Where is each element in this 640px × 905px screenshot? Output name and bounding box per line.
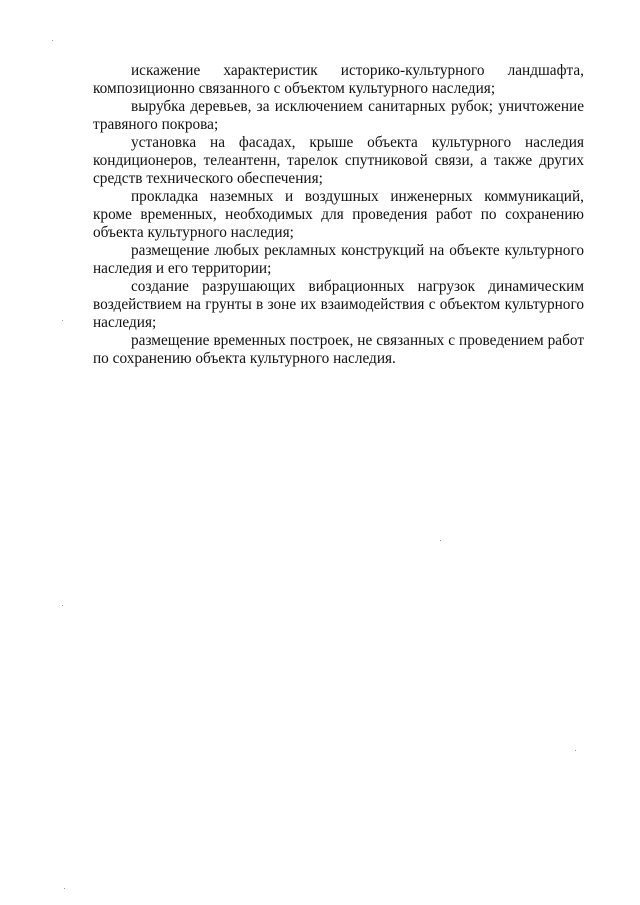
- paragraph: [93, 134, 584, 188]
- scan-speck: [440, 540, 441, 541]
- text-line: наследия и его территории;: [93, 260, 272, 277]
- scan-speck: [52, 40, 53, 41]
- text-line: создание разрушающих вибрационных нагрузок динамическим: [131, 278, 584, 295]
- text-line: вырубка деревьев, за исключением санитарных рубок; уничтожение: [131, 98, 584, 115]
- text-line: по сохранению объекта культурного наследия.: [93, 350, 396, 367]
- text-line: установка на фасадах, крыше объекта культурного наследия: [131, 134, 584, 151]
- paragraph: [93, 188, 584, 242]
- text-line: размещение временных построек, не связанных с проведением работ: [131, 332, 584, 349]
- text-line: воздействием на грунты в зоне их взаимодействия с объектом культурного: [93, 296, 584, 313]
- scan-speck: [575, 750, 576, 751]
- scan-speck: [62, 605, 63, 606]
- scan-speck: [64, 888, 65, 889]
- paragraph: [93, 98, 584, 134]
- text-line: размещение любых рекламных конструкций на объекте культурного: [131, 242, 584, 259]
- paragraph: [93, 242, 584, 278]
- scan-speck: [62, 320, 63, 321]
- text-line: кроме временных, необходимых для проведения работ по сохранению: [93, 206, 584, 223]
- paragraph: [93, 62, 584, 98]
- text-line: наследия;: [93, 314, 157, 331]
- paragraph: [93, 332, 584, 368]
- text-line: композиционно связанного с объектом культурного наследия;: [93, 80, 496, 97]
- text-line: искажение характеристик историко-культурного ландшафта,: [131, 62, 584, 79]
- text-line: травяного покрова;: [93, 116, 219, 133]
- text-line: кондиционеров, телеантенн, тарелок спутниковой связи, а также других: [93, 152, 584, 169]
- text-line: средств технического обеспечения;: [93, 170, 323, 187]
- text-line: прокладка наземных и воздушных инженерных коммуникаций,: [131, 188, 584, 205]
- paragraph: [93, 278, 584, 332]
- text-line: объекта культурного наследия;: [93, 224, 294, 241]
- document-body: [93, 62, 584, 368]
